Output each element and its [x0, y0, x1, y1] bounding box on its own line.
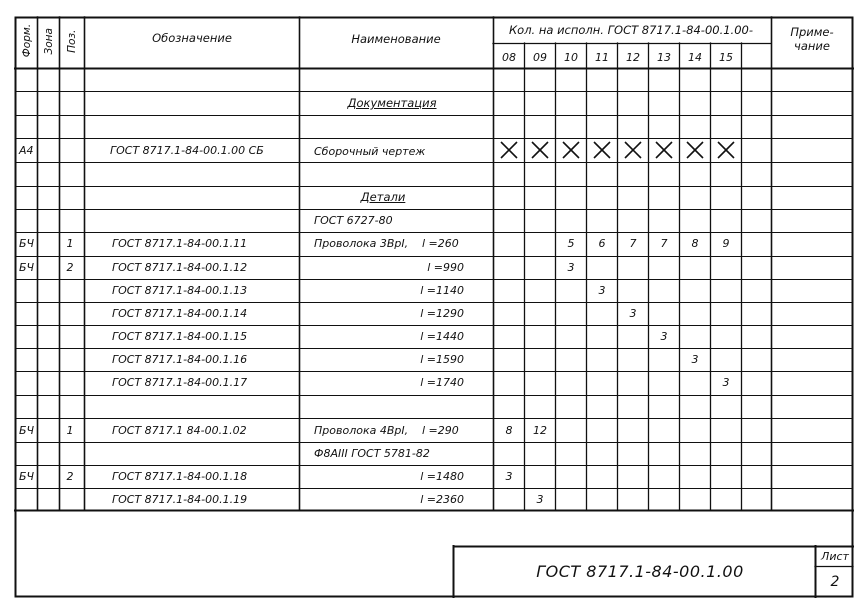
- variant-header-09: 09: [533, 51, 547, 64]
- col-header-note-2: чание: [794, 39, 830, 53]
- row-pos: 2: [66, 470, 74, 483]
- row-length: l =1740: [420, 376, 464, 389]
- qty-cell: 7: [629, 237, 637, 250]
- qty-cell: 8: [505, 424, 513, 437]
- section-documentation: Документация: [347, 96, 437, 110]
- col-header-name: Наименование: [351, 32, 441, 46]
- row-length: l =1590: [420, 353, 464, 366]
- row-designation: ГОСТ 8717.1-84-00.1.19: [112, 493, 248, 506]
- qty-cell: 3: [505, 470, 513, 483]
- row-form: БЧ: [19, 424, 35, 437]
- qty-cell: 3: [691, 353, 699, 366]
- qty-cell: 3: [536, 493, 544, 506]
- stamp-title: ГОСТ 8717.1-84-00.1.00: [536, 562, 744, 581]
- col-header-form: Форм.: [20, 23, 33, 58]
- row-form: БЧ: [19, 237, 35, 250]
- row-length: l =1480: [420, 470, 464, 483]
- cross-mark: [685, 141, 705, 159]
- cross-mark: [654, 141, 674, 159]
- col-header-qty-title: Кол. на исполн. ГОСТ 8717.1-84-00.1.00-: [509, 23, 753, 37]
- row-form: БЧ: [19, 470, 35, 483]
- row-designation: ГОСТ 8717.1-84-00.1.13: [112, 284, 248, 297]
- row-designation: ГОСТ 8717.1-84-00.1.14: [112, 307, 248, 320]
- cross-mark: [530, 141, 550, 159]
- row-length: l =260: [422, 237, 459, 250]
- col-header-designation: Обозначение: [152, 31, 232, 45]
- row-standard: ГОСТ 6727-80: [314, 214, 393, 227]
- row-pos: 2: [66, 261, 74, 274]
- qty-cell: 3: [629, 307, 637, 320]
- row-length: l =1140: [420, 284, 464, 297]
- qty-cell: 8: [691, 237, 699, 250]
- row-designation: ГОСТ 8717.1-84-00.1.17: [112, 376, 248, 389]
- section-details: Детали: [360, 190, 406, 204]
- cross-mark: [716, 141, 736, 159]
- col-header-zone: Зона: [42, 28, 55, 55]
- row-length: l =2360: [420, 493, 464, 506]
- row-designation: ГОСТ 8717.1 84-00.1.02: [112, 424, 247, 437]
- row-form: А4: [19, 144, 34, 157]
- row-pos: 1: [66, 237, 74, 250]
- stamp-sheet-number: 2: [830, 574, 840, 590]
- cross-mark: [499, 141, 519, 159]
- qty-cell: 12: [533, 424, 547, 437]
- cross-mark: [623, 141, 643, 159]
- row-designation: ГОСТ 8717.1-84-00.1.16: [112, 353, 248, 366]
- variant-header-13: 13: [657, 51, 671, 64]
- variant-header-15: 15: [719, 51, 733, 64]
- variant-header-12: 12: [626, 51, 640, 64]
- row-length: l =1290: [420, 307, 464, 320]
- row-length: l =290: [422, 424, 459, 437]
- col-header-note-1: Приме-: [790, 25, 834, 39]
- qty-cell: 3: [722, 376, 730, 389]
- qty-cell: 3: [567, 261, 575, 274]
- qty-cell: 7: [660, 237, 668, 250]
- qty-cell: 9: [722, 237, 730, 250]
- cross-mark: [592, 141, 612, 159]
- variant-header-10: 10: [564, 51, 578, 64]
- stamp-sheet-label: Лист: [821, 550, 849, 563]
- row-name: Проволока 4ВрI,: [314, 424, 409, 437]
- row-designation: ГОСТ 8717.1-84-00.1.11: [112, 237, 248, 250]
- qty-cell: 6: [598, 237, 606, 250]
- variant-header-14: 14: [688, 51, 702, 64]
- row-designation: ГОСТ 8717.1-84-00.1.15: [112, 330, 248, 343]
- row-standard: Ф8АIII ГОСТ 5781-82: [314, 447, 430, 460]
- row-length: l =990: [427, 261, 464, 274]
- qty-cell: 3: [598, 284, 606, 297]
- row-name: Проволока 3ВрI,: [314, 237, 409, 250]
- col-header-pos: Поз.: [65, 29, 78, 53]
- qty-cell: 5: [567, 237, 575, 250]
- variant-header-11: 11: [595, 51, 609, 64]
- row-designation: ГОСТ 8717.1-84-00.1.00 СБ: [110, 144, 264, 157]
- row-designation: ГОСТ 8717.1-84-00.1.18: [112, 470, 248, 483]
- row-designation: ГОСТ 8717.1-84-00.1.12: [112, 261, 248, 274]
- row-form: БЧ: [19, 261, 35, 274]
- row-length: l =1440: [420, 330, 464, 343]
- cross-mark: [561, 141, 581, 159]
- variant-header-08: 08: [502, 51, 516, 64]
- qty-cell: 3: [660, 330, 668, 343]
- row-pos: 1: [66, 424, 74, 437]
- row-name: Сборочный чертеж: [314, 145, 426, 158]
